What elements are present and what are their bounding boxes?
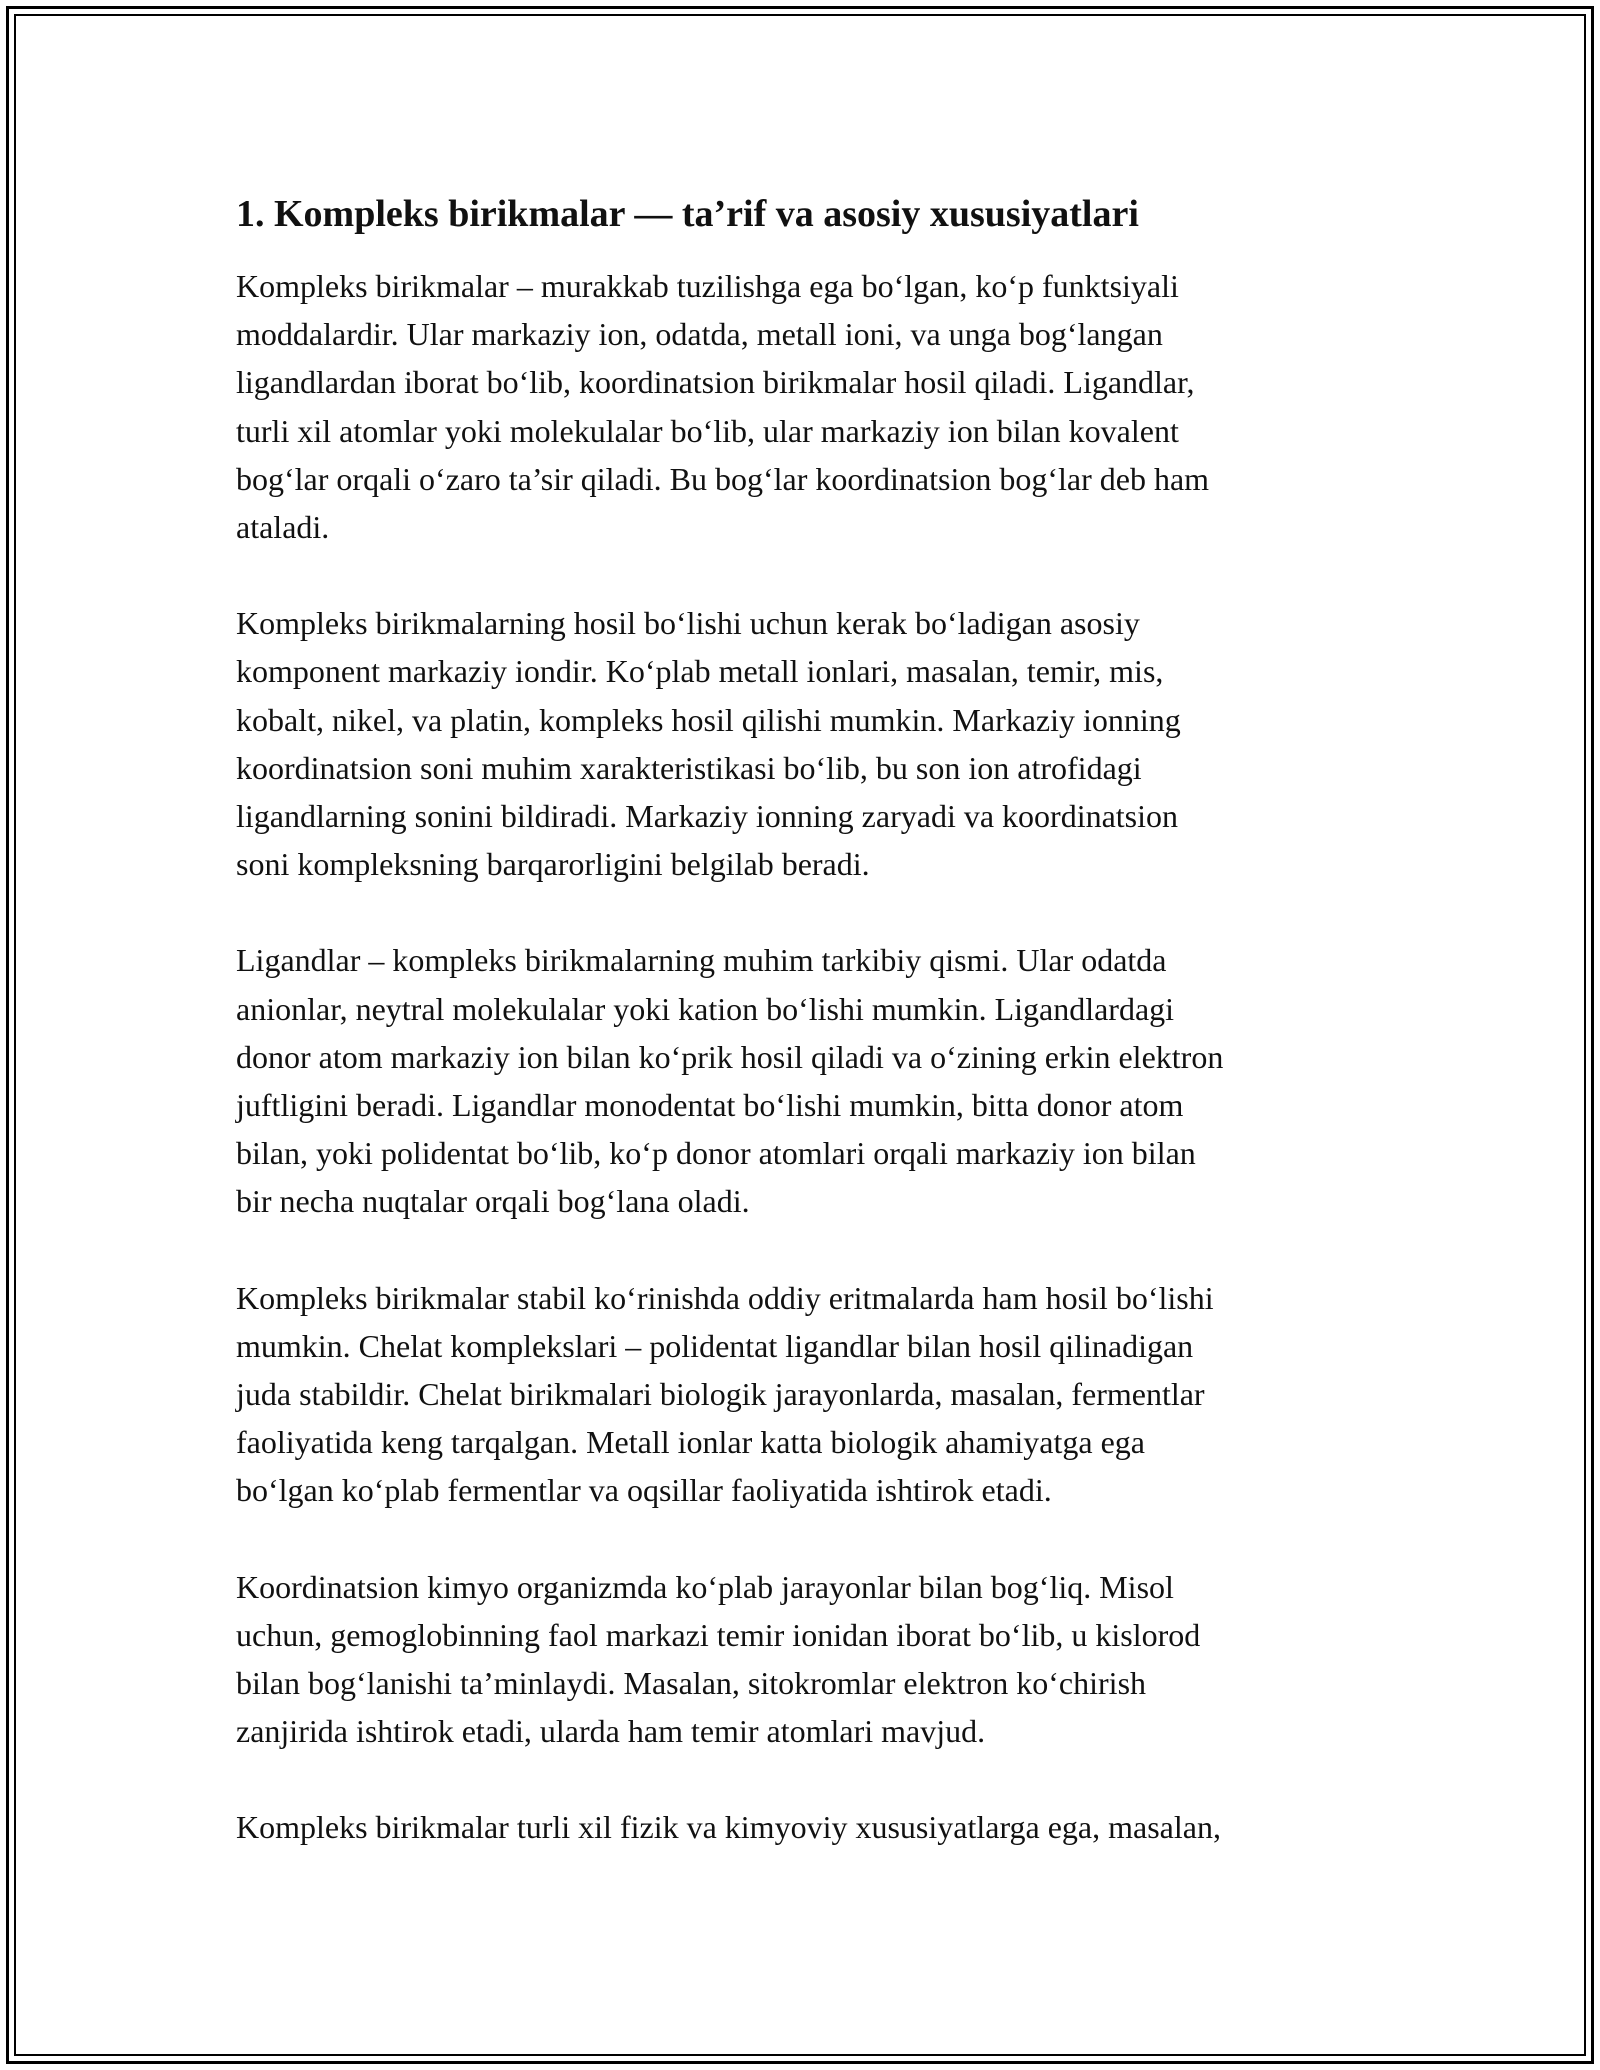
paragraph-definition: Kompleks birikmalar – murakkab tuzilishga ega bo‘lgan, ko‘p funktsiyali moddalardir. Ular markaziy ion, odatda, metall ioni, va unga bog‘langan ligandlardan iborat bo‘lib, koordinatsion birikmalar hosil qiladi. Ligandlar, turli xil atomlar yoki molekulalar bo‘lib, ular markaziy ion bilan kovalent bog‘lar orqali o‘zaro ta’sir qiladi. Bu bog‘lar koordinatsion bog‘lar deb ham ataladi. <box>236 268 1210 546</box>
paragraph-central-ion: Kompleks birikmalarning hosil bo‘lishi uchun kerak bo‘ladigan asosiy komponent markaziy iondir. Ko‘plab metall ionlari, masalan, temir, mis, kobalt, nikel, va platin, kompleks hosil qilishi mumkin. Markaziy ionning koordinatsion soni muhim xarakteristikasi bo‘lib, bu son ion atrofidagi ligandlarning sonini bildiradi. Markaziy ionning zaryadi va koordinatsion soni kompleksning barqarorligini belgilab beradi. <box>236 605 1181 883</box>
paragraph-chelates: Kompleks birikmalar stabil ko‘rinishda oddiy eritmalarda ham hosil bo‘lishi mumkin. Chelat komplekslari – polidentat ligandlar bilan hosil qilinadigan juda stabildir. Chelat birikmalari biologik jarayonlarda, masalan, fermentlar faoliyatida keng tarqalgan. Metall ionlar katta biologik ahamiyatga ega bo‘lgan ko‘plab fermentlar va oqsillar faoliyatida ishtirok etadi. <box>236 1279 1214 1509</box>
paragraph-properties: Kompleks birikmalar turli xil fizik va kimyoviy xususiyatlarga ega, masalan, <box>236 1809 1221 1846</box>
document-body <box>236 188 1376 1900</box>
paragraph-ligands: Ligandlar – kompleks birikmalarning muhim tarkibiy qismi. Ular odatda anionlar, neytral molekulalar yoki kation bo‘lishi mumkin. Ligandlardagi donor atom markaziy ion bilan ko‘prik hosil qiladi va o‘zining erkin elektron juftligini beradi. Ligandlar monodentat bo‘lishi mumkin, bitta donor atom bilan, yoki polidentat bo‘lib, ko‘p donor atomlari orqali markaziy ion bilan bir necha nuqtalar orqali bog‘lana oladi. <box>236 942 1224 1220</box>
section-heading: 1. Kompleks birikmalar — ta’rif va asosiy xususiyatlari <box>236 193 1139 235</box>
paragraph-coordination-biology: Koordinatsion kimyo organizmda ko‘plab jarayonlar bilan bog‘liq. Misol uchun, gemoglobinning faol markazi temir ionidan iborat bo‘lib, u kislorod bilan bog‘lanishi ta’minlaydi. Masalan, sitokromlar elektron ko‘chirish zanjirida ishtirok etadi, ularda ham temir atomlari mavjud. <box>236 1568 1201 1750</box>
